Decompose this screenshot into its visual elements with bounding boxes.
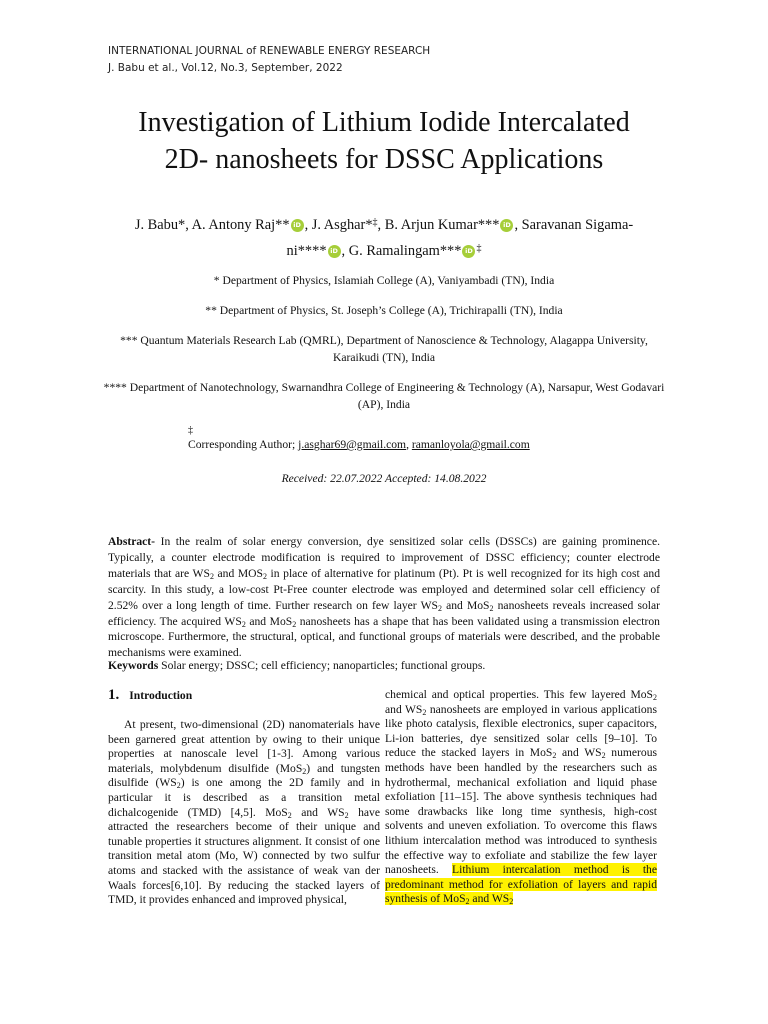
abstract-text: in place of alternative for platinum (Pt). Pt is well recognized for its high cost and scarcity. In this study, a low-cost Pt-Free counter electrode was employed and determined solar cell efficiency of 2.52% over a long length of time. Further research on few layer WS [108,566,661,612]
subscript: 2 [176,781,181,791]
body-text: ) and tungsten disulfide (WS [108,761,381,790]
abstract-label: Abstract- [108,535,156,548]
body-text: and WS [291,805,345,819]
intro-paragraph-continued [385,688,657,907]
dagger-mark: ‡ [476,243,482,254]
section-number: 1. [108,687,120,703]
author-text: , B. Arjun Kumar*** [377,217,500,233]
body-text: ) is one among the 2D family and in particular it is described as a transition metal dichalcogenide (TMD) [4,5]. MoS [108,776,380,819]
author-text: , G. Ramalingam*** [341,243,462,259]
abstract-text: In the realm of solar energy conversion, dye sensitized solar cells (DSSCs) are gaining prominence. Typically, a counter electrode modification is required to improvement of DSSC efficiency; counter electrode materials that are WS [108,535,660,580]
affiliation-3: *** Quantum Materials Research Lab (QMRL), Department of Nanoscience & Technology, Alagappa University, Karaikudi (TN), India [120,334,648,364]
body-text: At present, two-dimensional (2D) nanomaterials have been garnered great attention by owing to their unique properties at nanoscale level [1-3]. Among various materials, molybdenum disulfide (MoS [108,718,380,775]
subscript: 2 [489,603,494,613]
dagger-mark: ‡ [372,217,378,228]
subscript: 2 [552,751,557,761]
subscript: 2 [344,810,349,820]
abstract-text: and MoS [441,598,490,612]
journal-name: INTERNATIONAL JOURNAL of RENEWABLE ENERGY RESEARCH [108,45,431,57]
subscript: 2 [241,619,246,629]
affiliation-2: ** Department of Physics, St. Joseph’s College (A), Trichirapalli (TN), India [205,304,563,317]
section-heading [108,688,380,708]
body-text: chemical and optical properties. This few layered MoS [385,688,653,701]
subscript: 2 [509,897,514,907]
intro-paragraph [108,718,380,908]
body-text: and WS [469,892,510,906]
body-text: and WS [385,702,423,716]
abstract-text: and MoS [245,614,293,628]
title-line-2: 2D- nanosheets for DSSC Applications [164,144,604,175]
subscript: 2 [287,810,292,820]
journal-header [108,43,430,77]
body-text: numerous methods have been handled by the researchers such as hydrothermal, mechanical exfoliation and liquid phase exfoliation [11–15]. The above synthesis techniques had some drawbacks like long time synthesis, high-cost solvents and uneven exfoliation. To overcome this flaws lithium intercalation method was introduced to synthesis the effective way to exfoliate and stabilize the few layer nanosheets. [385,746,658,877]
subscript: 2 [262,571,267,581]
paper-title [60,104,708,178]
orcid-icon[interactable]: iD [500,219,513,232]
section-title: Introduction [129,689,193,702]
body-text: and WS [556,746,602,760]
author-text: , Saravanan Sigama- [514,217,634,233]
column-left [108,688,380,908]
body-text: nanosheets are employed in various applications like photo catalysis, flexible electronics, super capacitors, Li-ion batteries, dye sensitized solar cells [9–10]. To reduce the stacked layers in MoS [385,702,657,760]
email-link-2[interactable]: ramanloyola@gmail.com [411,438,530,451]
corresponding-author [188,426,530,453]
body-text: Lithium intercalation method is the predominant method for exfoliation of layers and rapid synthesis of MoS [385,863,657,906]
abstract-text: nanosheets reveals increased solar efficiency. The acquired WS [108,598,661,628]
subscript: 2 [601,751,606,761]
affiliation-4: **** Department of Nanotechnology, Swarnandhra College of Engineering & Technology (A), Narsapur, West Godavari (AP), India [103,381,665,411]
subscript: 2 [465,897,470,907]
orcid-icon[interactable]: iD [291,219,304,232]
author-text: , J. Asghar* [304,217,373,233]
corresponding-label: Corresponding Author; [188,438,299,451]
author-text: ni**** [286,243,327,259]
keywords-text: Solar energy; DSSC; cell efficiency; nanoparticles; functional groups. [158,659,486,672]
column-right [385,688,657,907]
title-line-1: Investigation of Lithium Iodide Intercalated [138,107,630,138]
subscript: 2 [422,707,427,717]
keywords-label: Keywords [108,659,159,672]
subscript: 2 [292,619,297,629]
orcid-icon[interactable]: iD [462,245,475,258]
affiliation-1: * Department of Physics, Islamiah College (A), Vaniyambadi (TN), India [213,274,555,287]
keywords [108,658,660,674]
author-list [104,211,664,263]
email-link-1[interactable]: j.asghar69@gmail.com [298,438,407,451]
subscript: 2 [437,603,442,613]
email-separator: , [406,438,412,451]
subscript: 2 [302,766,307,776]
dagger-mark: ‡ [188,425,193,436]
subscript: 2 [653,693,657,702]
subscript: 2 [209,571,214,581]
abstract-text: nanosheets has a shape that has been validated using a transmission electron microscope. Furthermore, the structural, optical, and functional groups of materials were described, and the probable mechanisms were examined. [108,614,660,660]
orcid-icon[interactable]: iD [328,245,341,258]
received-dates: Received: 22.07.2022 Accepted: 14.08.2022 [281,472,487,485]
abstract-text: and MOS [213,566,263,580]
author-text: J. Babu*, A. Antony Raj** [134,217,290,233]
journal-citation: J. Babu et al., Vol.12, No.3, September, 2022 [108,62,343,74]
abstract [108,534,660,661]
body-text: have attracted the researchers become of their unique and tunable properties it structures alignment. It consist of one transition metal atom (Mo, W) connected by two sulfur atoms and stacked with the assistance of weak van der Waals forces[6,10]. By reducing the stacked layers of TMD, it provides enhanced and improved physical, [108,805,380,907]
